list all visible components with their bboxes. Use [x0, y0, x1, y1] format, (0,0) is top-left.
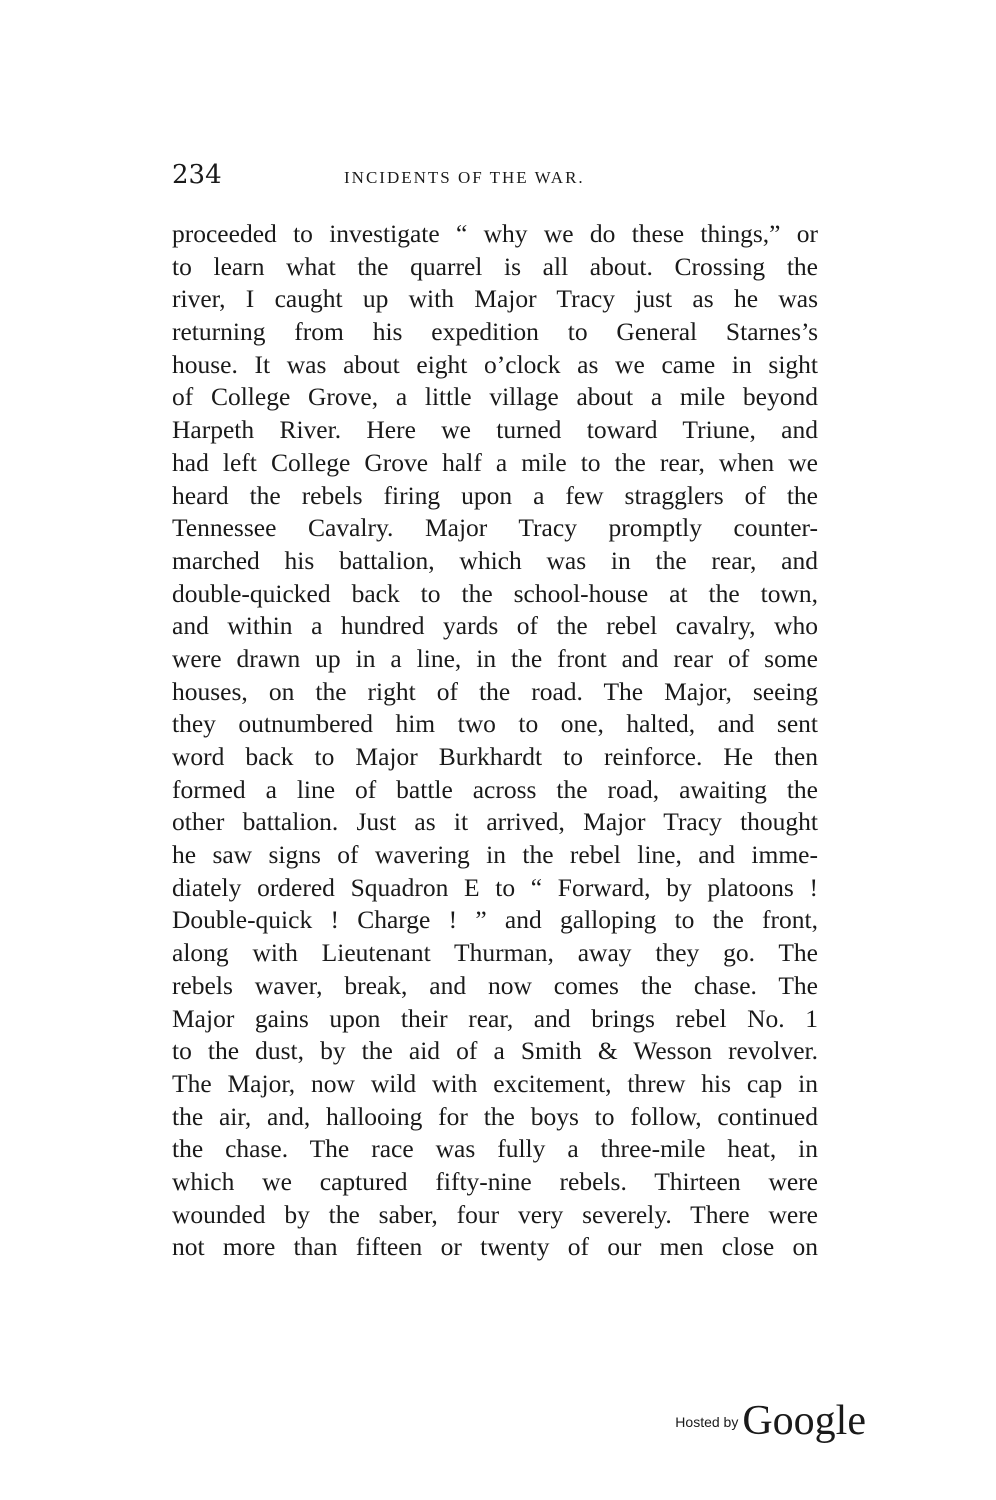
- text-line: to the dust, by the aid of a Smith & Wesson revolver.: [172, 1036, 818, 1066]
- text-line: houses, on the right of the road. The Major, seeing: [172, 676, 818, 706]
- text-line: he saw signs of wavering in the rebel line, and imme-: [172, 840, 818, 870]
- text-line: Tennessee Cavalry. Major Tracy promptly counter-: [172, 513, 818, 543]
- text-line: Major gains upon their rear, and brings rebel No. 1: [172, 1003, 818, 1033]
- body-text: [172, 218, 818, 1264]
- page-header: [172, 160, 818, 200]
- text-line: rebels waver, break, and now comes the chase. The: [172, 970, 818, 1000]
- text-line: heard the rebels firing upon a few stragglers of the: [172, 480, 818, 510]
- text-line: word back to Major Burkhardt to reinforce. He then: [172, 742, 818, 771]
- text-line: they outnumbered him two to one, halted, and sent: [172, 709, 818, 739]
- text-line: river, I caught up with Major Tracy just as he was: [172, 284, 818, 314]
- page-number: 234: [172, 160, 222, 190]
- text-line: which we captured fifty-nine rebels. Thirteen were: [172, 1166, 818, 1196]
- google-watermark: [675, 1382, 866, 1442]
- text-line: The Major, now wild with excitement, threw his cap in: [172, 1068, 818, 1098]
- hosted-by-label: Hosted by: [675, 1414, 739, 1430]
- text-line: double-quicked back to the school-house at the town,: [172, 578, 818, 608]
- text-line: Double-quick ! Charge ! ” and galloping to the front,: [172, 905, 818, 935]
- text-line: other battalion. Just as it arrived, Major Tracy thought: [172, 807, 818, 837]
- text-line: not more than fifteen or twenty of our men close on: [172, 1232, 818, 1262]
- running-head: INCIDENTS OF THE WAR.: [344, 168, 585, 187]
- text-line: to learn what the quarrel is all about. Crossing the: [172, 251, 818, 281]
- text-line: formed a line of battle across the road, awaiting the: [172, 774, 818, 804]
- text-line: the air, and, hallooing for the boys to follow, continued: [172, 1101, 818, 1131]
- text-line: proceeded to investigate “ why we do these things,” or: [172, 219, 818, 248]
- text-line: returning from his expedition to General Starnes’s: [172, 317, 818, 347]
- text-line: had left College Grove half a mile to the rear, when we: [172, 447, 818, 477]
- text-line: house. It was about eight o’clock as we came in sight: [172, 349, 818, 379]
- text-line: were drawn up in a line, in the front and rear of some: [172, 643, 818, 673]
- text-line: of College Grove, a little village about a mile beyond: [172, 382, 818, 412]
- google-logo: Google: [742, 1398, 866, 1444]
- text-line: wounded by the saber, four very severely. There were: [172, 1199, 818, 1229]
- text-line: Harpeth River. Here we turned toward Triune, and: [172, 415, 818, 445]
- text-line: the chase. The race was fully a three-mile heat, in: [172, 1134, 818, 1164]
- text-line: diately ordered Squadron E to “ Forward, by platoons !: [172, 872, 818, 902]
- text-line: along with Lieutenant Thurman, away they go. The: [172, 938, 818, 968]
- text-line: and within a hundred yards of the rebel cavalry, who: [172, 611, 818, 641]
- text-line: marched his battalion, which was in the rear, and: [172, 545, 818, 575]
